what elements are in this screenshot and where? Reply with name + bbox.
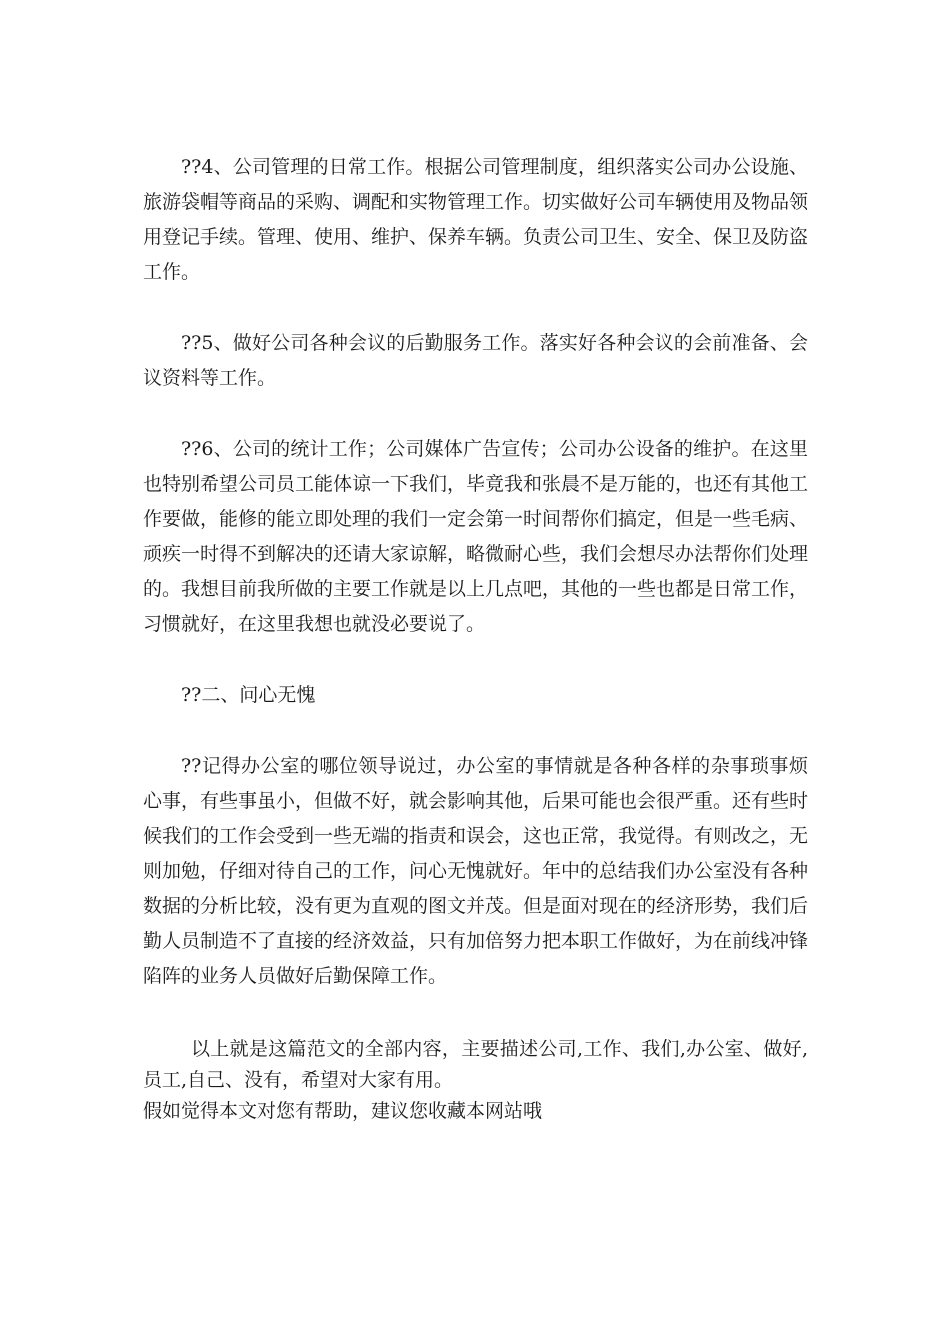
paragraph-item-6: ??6、公司的统计工作；公司媒体广告宣传；公司办公设备的维护。在这里也特别希望公司员工能体谅一下我们，毕竟我和张晨不是万能的，也还有其他工作要做，能修的能立即处理的我们一定会第一时间帮你们搞定，但是一些毛病、顽疾一时得不到解决的还请大家谅解，略微耐心些，我们会想尽办法帮你们处理的。我想目前我所做的主要工作就是以上几点吧，其他的一些也都是日常工作，习惯就好，在这里我想也就没必要说了。 [143, 438, 809, 635]
paragraph-item-4: ??4、公司管理的日常工作。根据公司管理制度，组织落实公司办公设施、旅游袋帽等商品的采购、调配和实物管理工作。切实做好公司车辆使用及物品领用登记手续。管理、使用、维护、保养车辆。负责公司卫生、安全、保卫及防盗工作。 [143, 156, 809, 283]
paragraph-gap [143, 994, 808, 1034]
closing-text: 假如觉得本文对您有帮助，建议您收藏本网站哦 [143, 1100, 543, 1122]
section-heading: ??二、问心无愧 [181, 684, 316, 706]
paragraph-gap [143, 642, 808, 678]
paragraph-section-two: ??记得办公室的哪位领导说过，办公室的事情就是各种各样的杂事琐事烦心事，有些事虽小，但做不好，就会影响其他，后果可能也会很严重。还有些时候我们的工作会受到一些无端的指责和误会，这也正常，我觉得。有则改之，无则加勉，仔细对待自己的工作，问心无愧就好。年中的总结我们办公室没有各种数据的分析比较，没有更为直观的图文并茂。但是面对现在的经济形势，我们后勤人员制造不了直接的经济效益，只有加倍努力把本职工作做好，为在前线冲锋陷阵的业务人员做好后勤保障工作。 [143, 755, 809, 987]
summary-block [143, 1034, 808, 1127]
paragraph-gap [143, 290, 808, 326]
document-body [143, 150, 808, 1127]
paragraph-item-5: ??5、做好公司各种会议的后勤服务工作。落实好各种会议的会前准备、会议资料等工作。 [143, 332, 808, 389]
paragraph-gap [143, 396, 808, 432]
paragraph-gap [143, 713, 808, 749]
summary-text: 以上就是这篇范文的全部内容，主要描述公司,工作、我们,办公室、做好,员工,自己、没有，希望对大家有用。 [143, 1038, 808, 1091]
